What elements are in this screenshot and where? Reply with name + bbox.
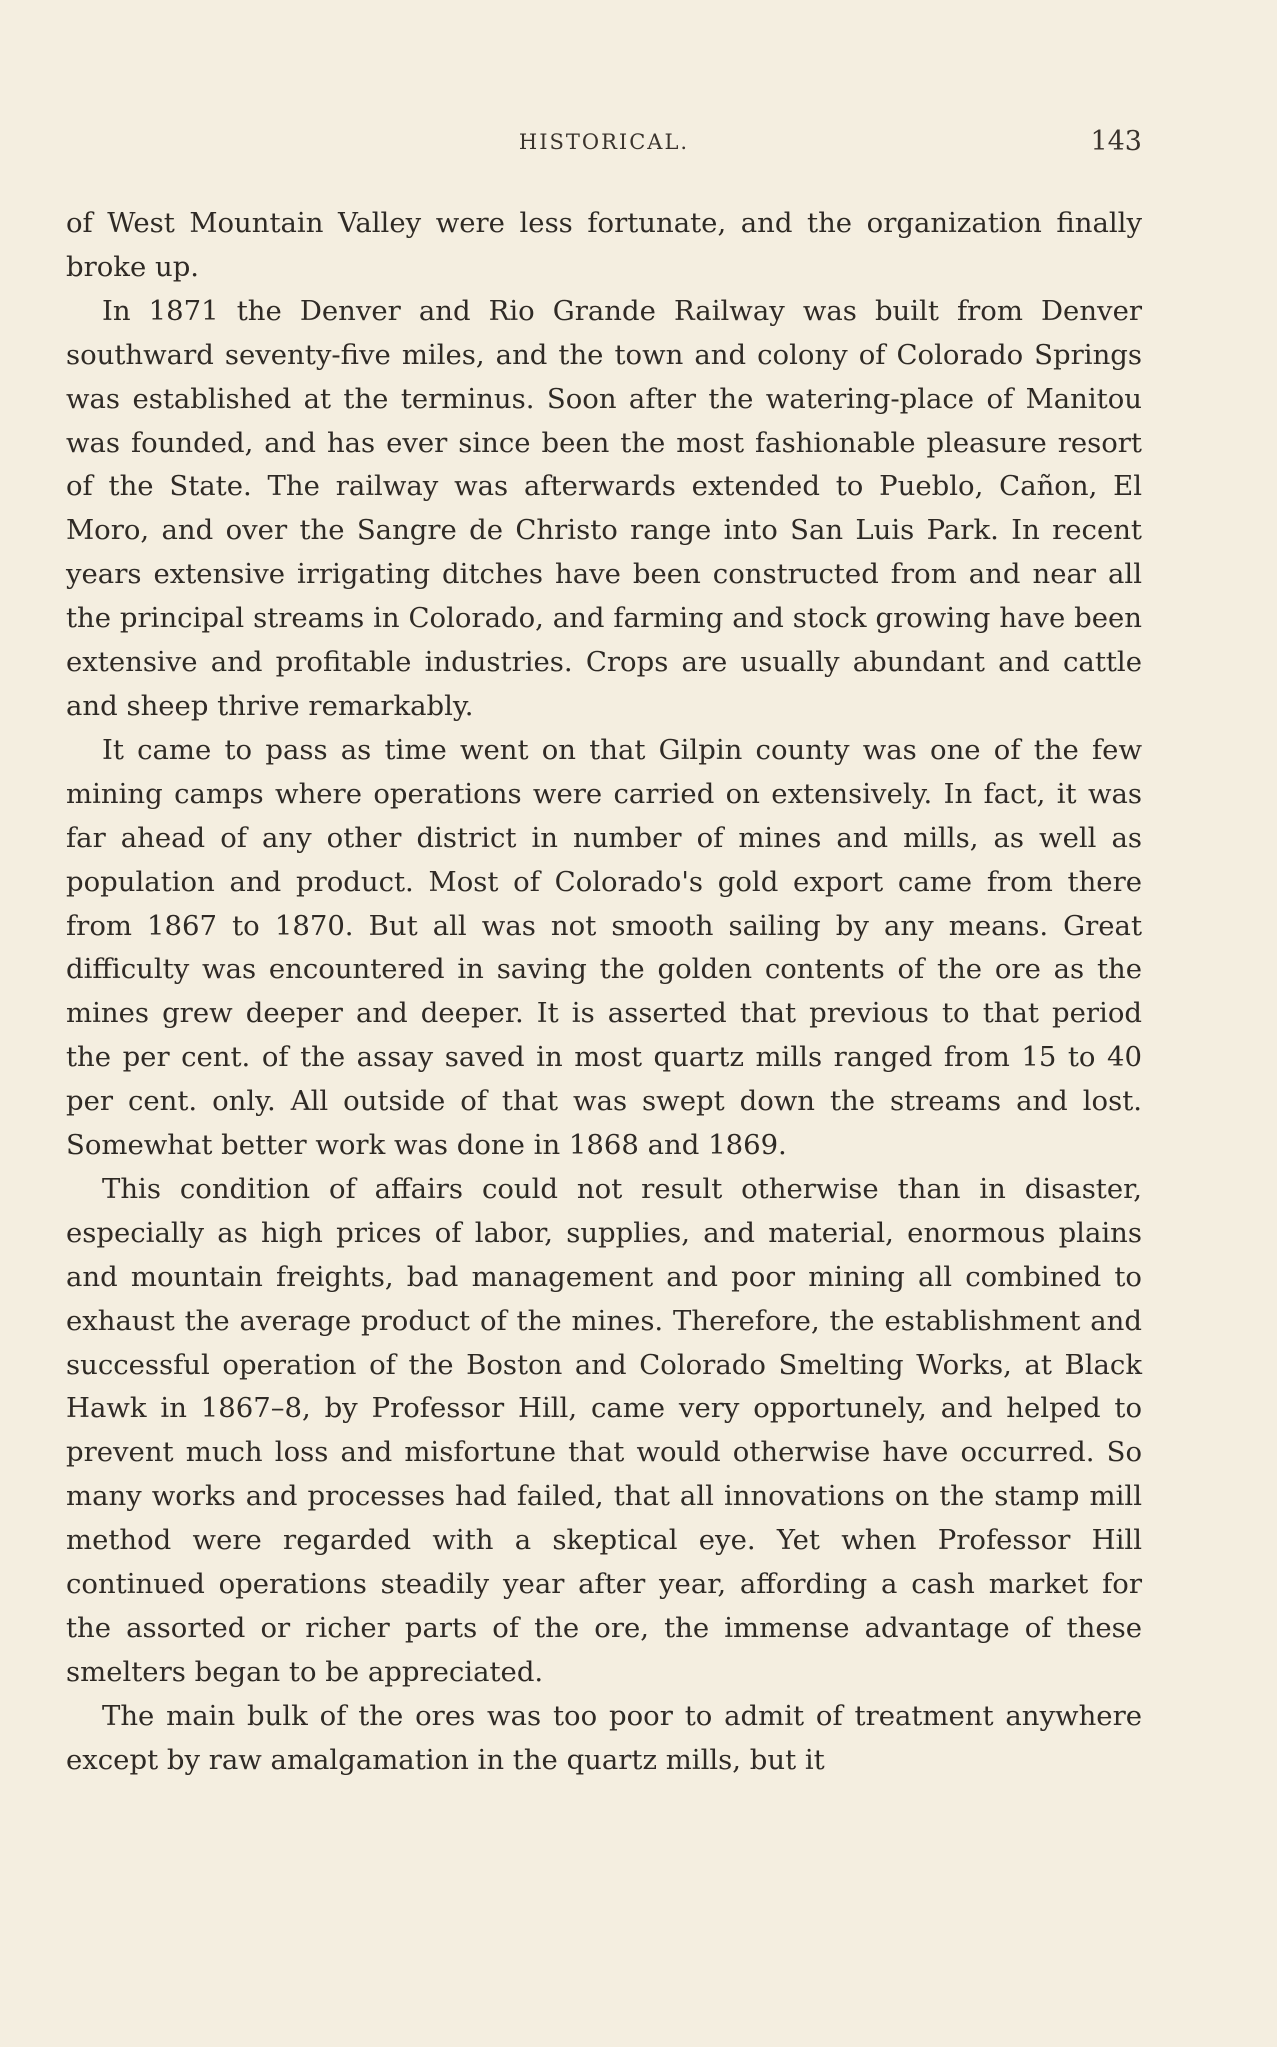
paragraph: This condition of affairs could not result otherwise than in disaster, especially as high prices of labor, supplies, and material, enormous plains and mountain freights, bad management and poor mining all combined to exhaust the average product of the mines. Therefore, the establishment and successful operation of the Boston and Colorado Smelting Works, at Black Hawk in 1867–8, by Professor Hill, came very opportunely, and helped to prevent much loss and misfortune that would otherwise have occurred. So many works and processes had failed, that all innovations on the stamp mill method were regarded with a skeptical eye. Yet when Professor Hill continued operations steadily year after year, affording a cash market for the assorted or richer parts of the ore, the immense advantage of these smelters began to be appreciated. [66,1172,1142,1688]
paragraph: The main bulk of the ores was too poor to admit of treatment anywhere except by raw amalgamation in the quartz mills, but it [66,1699,1142,1776]
page-number: 143 [1090,126,1142,157]
paragraph: It came to pass as time went on that Gilpin county was one of the few mining camps where operations were carried on extensively. In fact, it was far ahead of any other district in number of mines and mills, as well as population and product. Most of Colorado's gold export came from there from 1867 to 1870. But all was not smooth sailing by any means. Great difficulty was encountered in saving the golden contents of the ore as the mines grew deeper and deeper. It is asserted that previous to that period the per cent. of the assay saved in most quartz mills ranged from 15 to 40 per cent. only. All outside of that was swept down the streams and lost. Somewhat better work was done in 1868 and 1869. [66,733,1142,1162]
paragraph: In 1871 the Denver and Rio Grande Railway was built from Denver southward seventy-five miles, and the town and colony of Colorado Springs was established at the terminus. Soon after the watering-place of Manitou was founded, and has ever since been the most fashionable pleasure resort of the State. The railway was afterwards extended to Pueblo, Cañon, El Moro, and over the Sangre de Christo range into San Luis Park. In recent years extensive irrigating ditches have been constructed from and near all the principal streams in Colorado, and farming and stock growing have been extensive and profitable industries. Crops are usually abundant and cattle and sheep thrive remarkably. [66,294,1142,722]
body-text [66,202,1142,1783]
paragraph-continued: of West Mountain Valley were less fortunate, and the organization finally broke up. [66,207,1142,283]
running-head [66,126,1142,160]
running-title: HISTORICAL. [518,130,690,154]
